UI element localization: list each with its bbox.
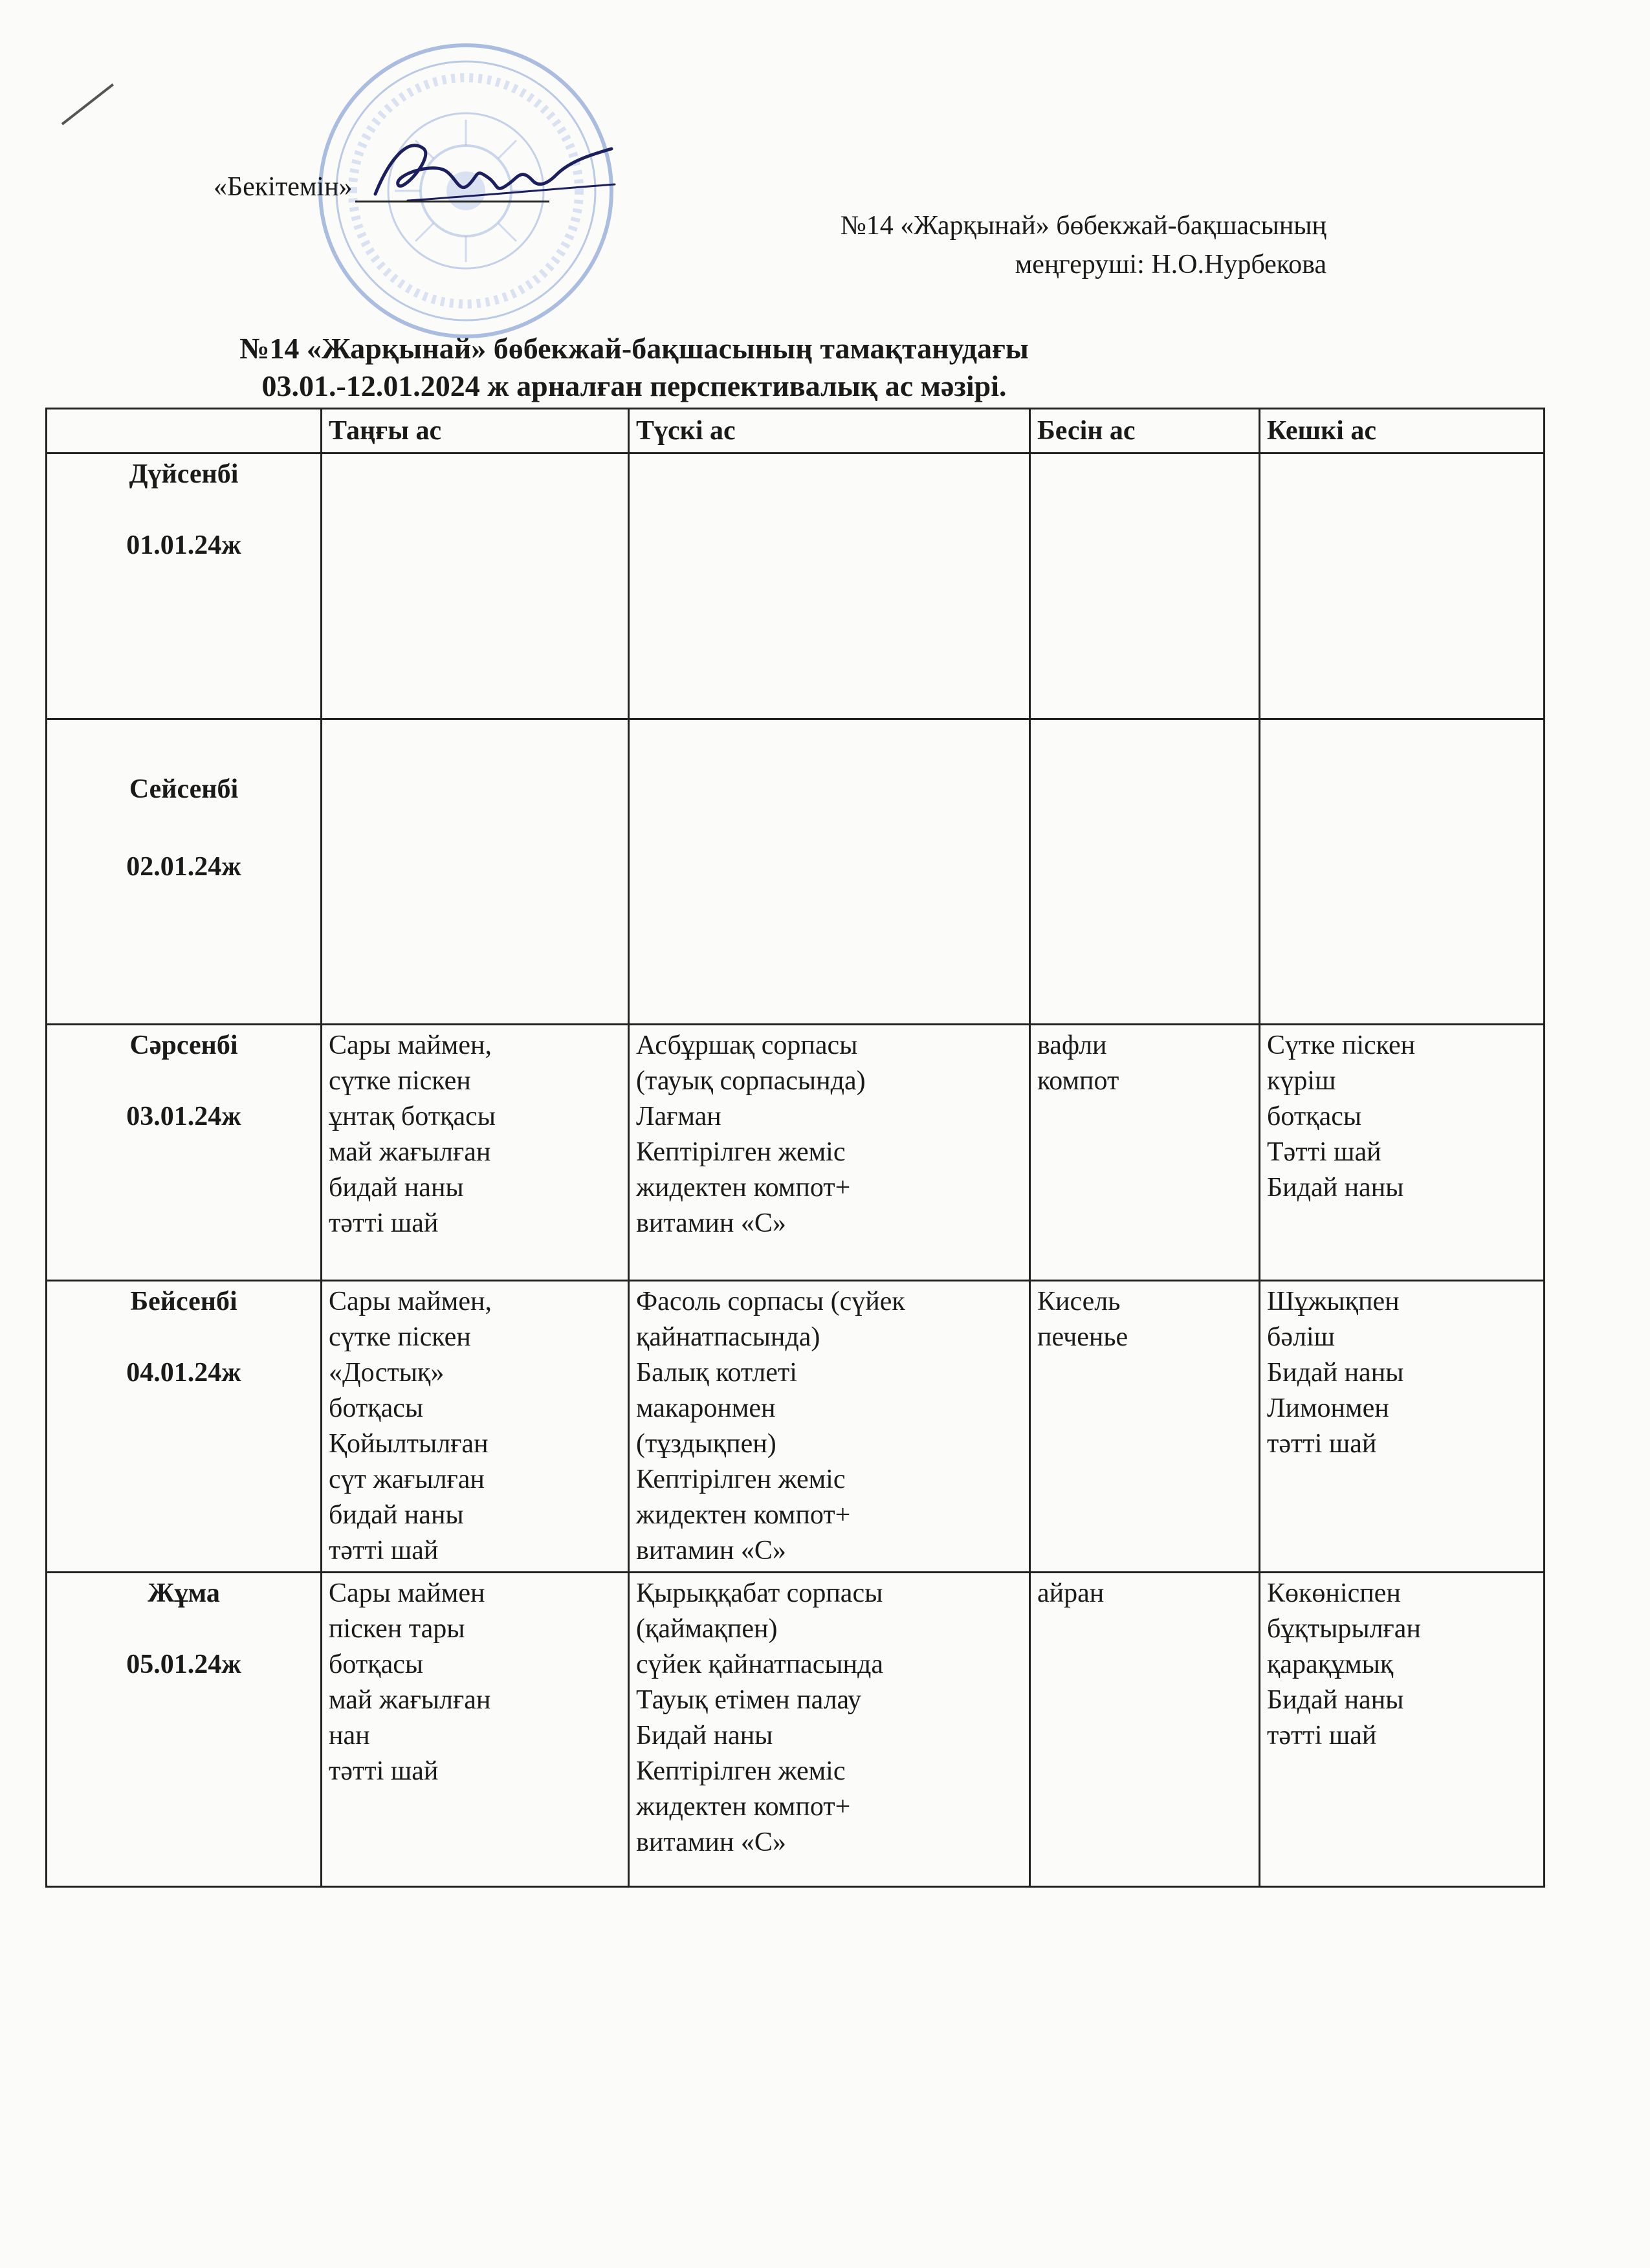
day-cell: [47, 453, 322, 719]
dish-line: «Достық»: [329, 1358, 445, 1388]
day-cell: [47, 1281, 322, 1573]
lunch-cell: [629, 1281, 1030, 1573]
dish-line: қарақұмық: [1267, 1650, 1394, 1679]
dish-line: витамин «С»: [636, 1208, 786, 1238]
day-cell: [47, 1025, 322, 1281]
dish-line: тәтті шай: [329, 1756, 439, 1786]
dinner-cell: [1260, 453, 1545, 719]
day-date: 03.01.24ж: [126, 1102, 241, 1131]
document-title-line2: 03.01.-12.01.2024 ж арналған перспективалық ас мәзірі.: [261, 369, 1007, 402]
dish-line: тәтті шай: [329, 1208, 439, 1238]
table-row: [47, 719, 1545, 1025]
breakfast-cell: [322, 1281, 629, 1573]
dish-line: Балық котлеті: [636, 1358, 797, 1388]
dish-line: Лағман: [636, 1102, 721, 1131]
breakfast-cell: [322, 719, 629, 1025]
day-date: 02.01.24ж: [126, 852, 241, 882]
day-name: Сейсенбі: [129, 774, 239, 804]
dish-line: бұқтырылған: [1267, 1614, 1421, 1644]
dish-line: Асбұршақ сорпасы: [636, 1030, 858, 1060]
dish-line: Көкөніспен: [1267, 1578, 1401, 1608]
approve-text: «Бекітемін»: [214, 172, 353, 202]
day-date: 01.01.24ж: [126, 530, 241, 560]
dish-line: сүтке піскен: [329, 1322, 471, 1352]
table-row: [47, 1573, 1545, 1887]
lunch-cell: [629, 1573, 1030, 1887]
dish-line: Бидай наны: [1267, 1685, 1404, 1715]
dish-line: ботқасы: [329, 1393, 424, 1423]
snack-cell: [1030, 1025, 1260, 1281]
day-name: Бейсенбі: [130, 1287, 237, 1316]
dish-line: Шұжықпен: [1267, 1287, 1400, 1316]
table-row: [47, 1025, 1545, 1281]
dish-line: Қойылтылған: [329, 1429, 489, 1459]
table-row: [47, 453, 1545, 719]
snack-cell: [1030, 719, 1260, 1025]
day-name: Жұма: [148, 1578, 220, 1608]
dish-line: макаронмен: [636, 1393, 776, 1423]
dish-line: Сары маймен,: [329, 1030, 492, 1060]
dish-line: вафли: [1037, 1030, 1107, 1060]
header-breakfast: Таңғы ас: [322, 409, 629, 453]
dish-line: тәтті шай: [1267, 1721, 1377, 1750]
dish-line: жидектен компот+: [636, 1173, 851, 1203]
breakfast-cell: [322, 1025, 629, 1281]
header-dinner: Кешкі ас: [1260, 409, 1545, 453]
dish-line: қайнатпасында): [636, 1322, 820, 1352]
snack-cell: [1030, 1573, 1260, 1887]
dish-line: Кептірілген жеміс: [636, 1756, 846, 1786]
dish-line: витамин «С»: [636, 1827, 786, 1857]
dish-line: нан: [329, 1721, 370, 1750]
dinner-cell: [1260, 1281, 1545, 1573]
dinner-cell: [1260, 719, 1545, 1025]
lunch-cell: [629, 1025, 1030, 1281]
breakfast-cell: [322, 453, 629, 719]
dish-line: май жағылған: [329, 1137, 491, 1167]
dish-line: піскен тары: [329, 1614, 465, 1644]
signature-line: [355, 176, 549, 202]
dish-line: тәтті шай: [1267, 1429, 1377, 1459]
dish-line: печенье: [1037, 1322, 1128, 1352]
header-day: [47, 409, 322, 453]
dish-line: Бидай наны: [1267, 1358, 1404, 1388]
head-line: меңгеруші: Н.О.Нурбекова: [1015, 250, 1326, 279]
breakfast-cell: [322, 1573, 629, 1887]
dish-line: Сары маймен,: [329, 1287, 492, 1316]
dish-line: сүтке піскен: [329, 1066, 471, 1096]
snack-cell: [1030, 1281, 1260, 1573]
dish-line: Сары маймен: [329, 1578, 485, 1608]
day-name: Дүйсенбі: [129, 459, 239, 489]
dish-line: Бидай наны: [1267, 1173, 1404, 1203]
organization-line: №14 «Жарқынай» бөбекжай-бақшасының: [840, 211, 1326, 241]
dish-line: (тауық сорпасында): [636, 1066, 866, 1096]
dish-line: тәтті шай: [329, 1536, 439, 1565]
dish-line: компот: [1037, 1066, 1119, 1096]
lunch-cell: [629, 453, 1030, 719]
dish-line: Бидай наны: [636, 1721, 773, 1750]
header-lunch: Түскі ас: [629, 409, 1030, 453]
dish-line: Фасоль сорпасы (сүйек: [636, 1287, 905, 1316]
dish-line: май жағылған: [329, 1685, 491, 1715]
dish-line: сүйек қайнатпасында: [636, 1650, 884, 1679]
dish-line: Қырыққабат сорпасы: [636, 1578, 883, 1608]
document-title-line1: №14 «Жарқынай» бөбекжай-бақшасының тамақтанудағы: [239, 332, 1029, 365]
dish-line: айран: [1037, 1578, 1105, 1608]
dish-line: ұнтақ ботқасы: [329, 1102, 496, 1131]
dish-line: жидектен компот+: [636, 1500, 851, 1530]
table-row: [47, 1281, 1545, 1573]
dish-line: ботқасы: [1267, 1102, 1362, 1131]
lunch-cell: [629, 719, 1030, 1025]
dish-line: Кисель: [1037, 1287, 1121, 1316]
dinner-cell: [1260, 1025, 1545, 1281]
dish-line: бидай наны: [329, 1500, 464, 1530]
day-cell: [47, 1573, 322, 1887]
day-cell: [47, 719, 322, 1025]
dish-line: күріш: [1267, 1066, 1336, 1096]
dish-line: бәліш: [1267, 1322, 1335, 1352]
day-date: 05.01.24ж: [126, 1650, 241, 1679]
menu-table: [45, 408, 1545, 1888]
dish-line: Лимонмен: [1267, 1393, 1389, 1423]
day-name: Сәрсенбі: [129, 1030, 238, 1060]
dish-line: бидай наны: [329, 1173, 464, 1203]
approve-label: [214, 171, 549, 202]
snack-cell: [1030, 453, 1260, 719]
dish-line: Тауық етімен палау: [636, 1685, 862, 1715]
dish-line: сүт жағылған: [329, 1465, 485, 1494]
header-snack: Бесін ас: [1030, 409, 1260, 453]
day-date: 04.01.24ж: [126, 1358, 241, 1388]
scan-mark: [61, 83, 114, 125]
dish-line: Тәтті шай: [1267, 1137, 1381, 1167]
dinner-cell: [1260, 1573, 1545, 1887]
dish-line: ботқасы: [329, 1650, 424, 1679]
dish-line: Кептірілген жеміс: [636, 1137, 846, 1167]
dish-line: жидектен компот+: [636, 1792, 851, 1822]
dish-line: витамин «С»: [636, 1536, 786, 1565]
dish-line: (қаймақпен): [636, 1614, 778, 1644]
dish-line: Сүтке піскен: [1267, 1030, 1416, 1060]
dish-line: Кептірілген жеміс: [636, 1465, 846, 1494]
table-header-row: [47, 409, 1545, 453]
dish-line: (тұздықпен): [636, 1429, 776, 1459]
